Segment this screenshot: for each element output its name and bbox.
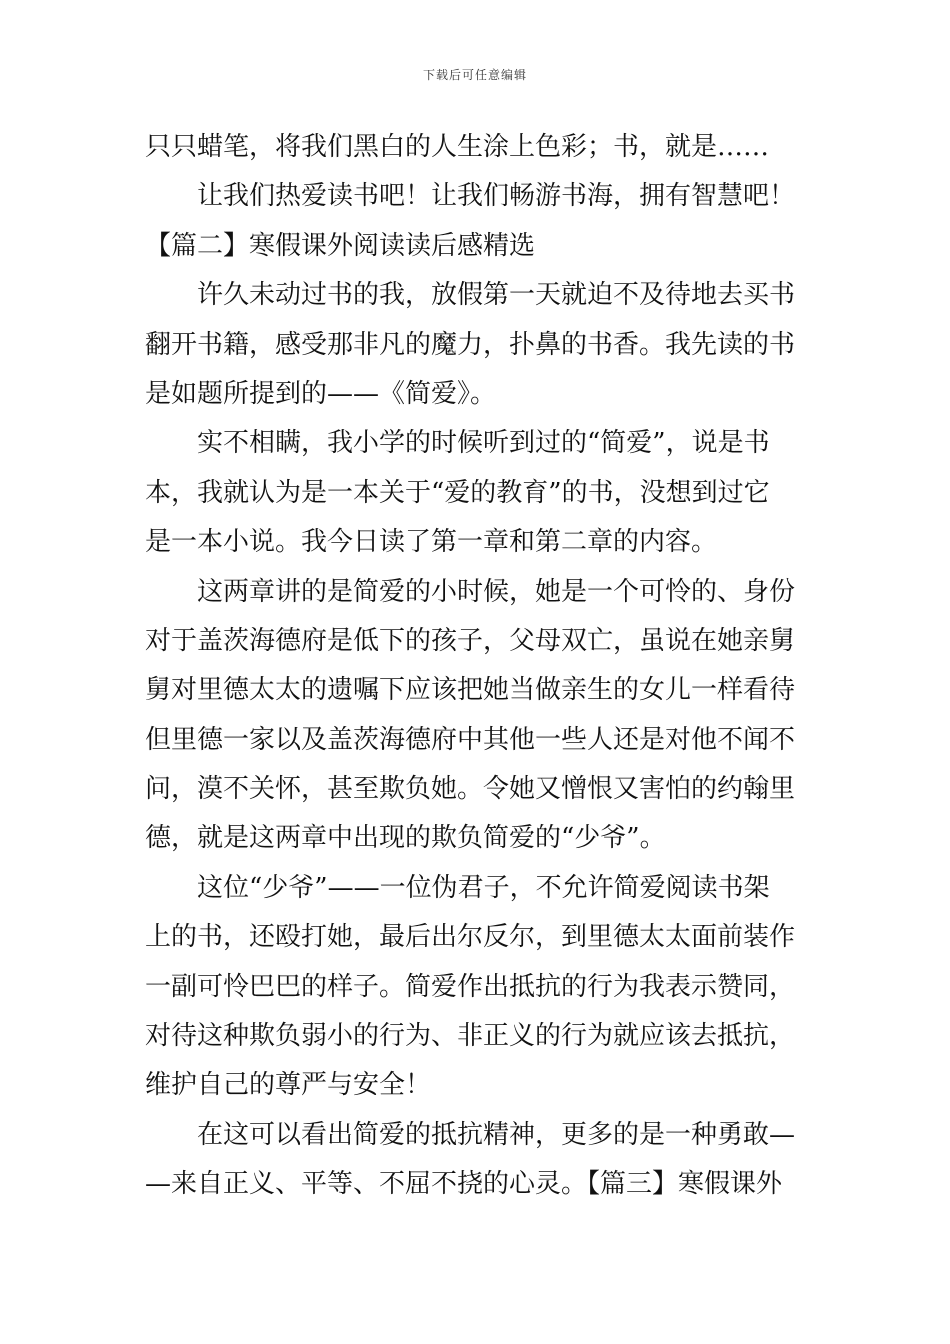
text-line: 一副可怜巴巴的样子。简爱作出抵抗的行为我表示赞同， [145,971,796,1002]
text-line: 让我们热爱读书吧！让我们畅游书海，拥有智慧吧！ [197,181,796,212]
document-body [145,123,810,1210]
text-line: 德，就是这两章中出现的欺负简爱的“少爷”。 [145,823,666,854]
text-line: 舅对里德太太的遗嘱下应该把她当做亲生的女儿一样看待 [145,675,796,706]
text-line: 问，漠不关怀，甚至欺负她。令她又憎恨又害怕的约翰里 [145,774,796,805]
page-header: 下载后可任意编辑 [422,68,527,82]
text-line: 许久未动过书的我，放假第一天就迫不及待地去买书 [197,280,796,311]
text-line: 对于盖茨海德府是低下的孩子，父母双亡，虽说在她亲舅 [145,625,796,656]
text-line: 翻开书籍，感受那非凡的魔力，扑鼻的书香。我先读的书 [145,329,796,360]
text-line: —来自正义、平等、不屈不挠的心灵。【篇三】寒假课外 [145,1169,783,1200]
section-heading: 【篇二】寒假课外阅读读后感精选 [145,230,536,261]
text-line: 是如题所提到的——《简爱》。 [145,378,497,409]
text-line: 是一本小说。我今日读了第一章和第二章的内容。 [145,527,718,558]
text-line: 上的书，还殴打她，最后出尔反尔，到里德太太面前装作 [145,922,796,953]
text-line: 本，我就认为是一本关于“爱的教育”的书，没想到过它 [145,477,770,508]
text-line: 这位“少爷”——一位伪君子，不允许简爱阅读书架 [197,872,770,903]
text-line: 这两章讲的是简爱的小时候，她是一个可怜的、身份 [197,576,796,607]
text-line: 对待这种欺负弱小的行为、非正义的行为就应该去抵抗， [145,1021,796,1052]
text-line: 只只蜡笔，将我们黑白的人生涂上色彩；书，就是…… [145,132,770,162]
text-line: 在这可以看出简爱的抵抗精神，更多的是一种勇敢— [197,1119,796,1150]
text-line: 实不相瞒，我小学的时候听到过的“简爱”，说是书 [197,428,770,459]
text-line: 维护自己的尊严与安全！ [145,1070,432,1101]
text-line: 但里德一家以及盖茨海德府中其他一些人还是对他不闻不 [145,724,796,755]
